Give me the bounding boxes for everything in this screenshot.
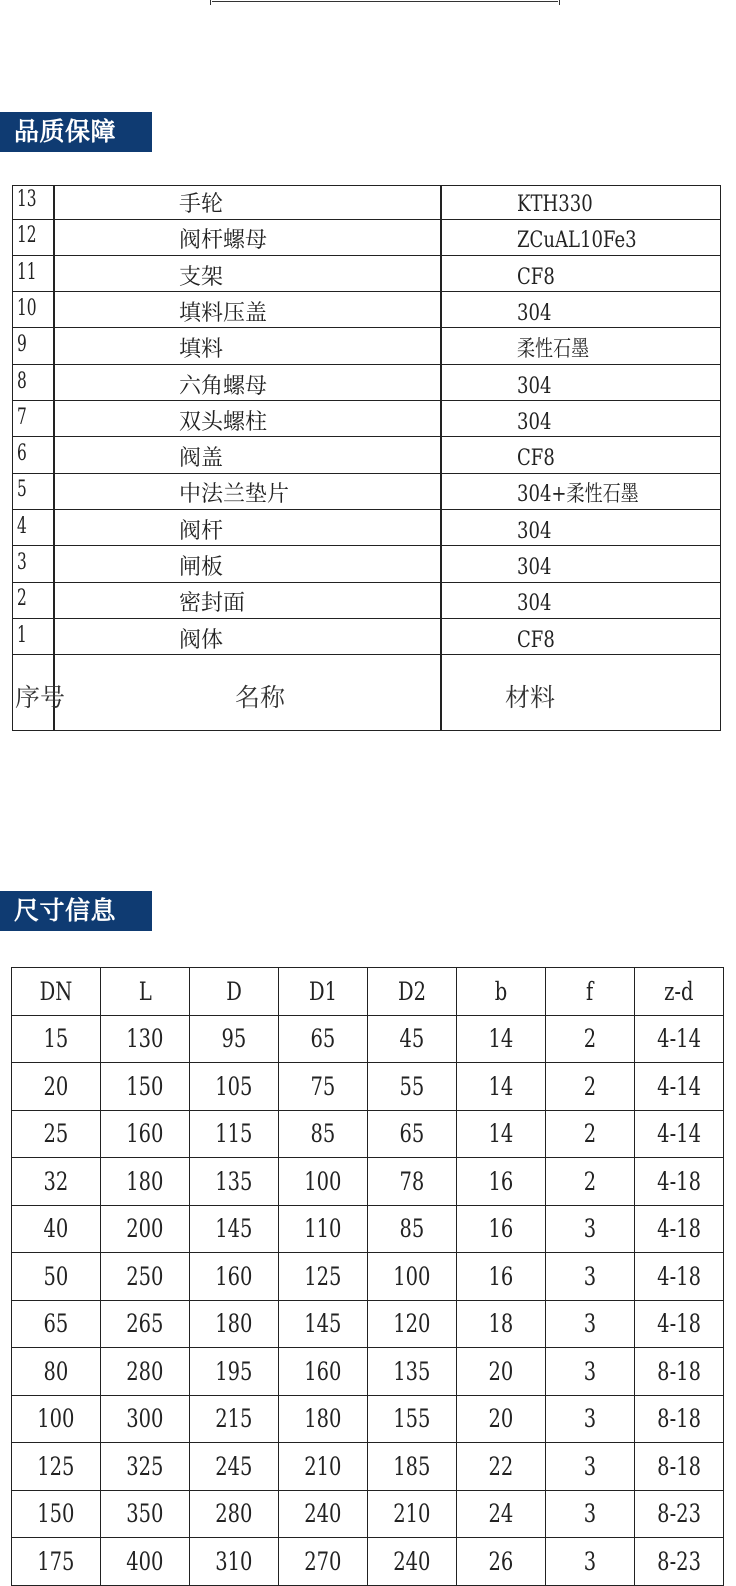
cell-value: 250 (126, 1261, 164, 1291)
table-cell (635, 1158, 724, 1206)
table-cell (12, 1443, 101, 1491)
table-cell (457, 1348, 546, 1396)
cell-value: 65 (399, 1119, 425, 1149)
header-label: D2 (397, 976, 427, 1006)
table-cell (546, 1348, 635, 1396)
part-name: 支架 (179, 264, 224, 290)
table-row (13, 295, 720, 329)
table-cell (457, 1395, 546, 1443)
table-cell (368, 1490, 457, 1538)
cell-value: 8-23 (657, 1546, 701, 1576)
table-row (13, 476, 720, 510)
table-cell (457, 1490, 546, 1538)
materials-table (12, 185, 721, 731)
table-cell (101, 1300, 190, 1348)
part-material: 304+柔性石墨 (517, 482, 639, 508)
table-row (12, 1253, 724, 1301)
table-cell (12, 1015, 101, 1063)
table-cell (279, 1538, 368, 1586)
header-label: L (138, 976, 152, 1006)
cell-value: 24 (488, 1499, 514, 1529)
table-cell (368, 1253, 457, 1301)
size-section-title: 尺寸信息 (0, 891, 152, 931)
cell-value: 240 (304, 1499, 342, 1529)
table-row (13, 331, 720, 365)
cell-value: 8-18 (657, 1451, 701, 1481)
table-row (12, 1538, 724, 1586)
table-cell (12, 1063, 101, 1111)
header-label: D (226, 976, 242, 1006)
cell-value: 160 (215, 1261, 253, 1291)
table-cell (368, 1110, 457, 1158)
table-cell (368, 1348, 457, 1396)
table-cell (101, 1490, 190, 1538)
quality-section-title: 品质保障 (0, 112, 152, 152)
table-cell (190, 1300, 279, 1348)
table-cell (635, 1538, 724, 1586)
table-cell (101, 1348, 190, 1396)
row-number: 1 (17, 622, 27, 648)
table-cell (635, 1015, 724, 1063)
table-cell (457, 1300, 546, 1348)
cell-value: 4-14 (657, 1024, 701, 1054)
table-row (13, 622, 720, 656)
cell-value: 95 (221, 1024, 247, 1054)
part-name: 六角螺母 (179, 373, 268, 399)
cell-value: 3 (583, 1404, 597, 1434)
cell-value: 135 (215, 1166, 253, 1196)
top-dimension-line (210, 0, 560, 4)
materials-table-header (13, 658, 720, 730)
cell-value: 125 (37, 1451, 75, 1481)
cell-value: 175 (37, 1546, 75, 1576)
table-cell (635, 1348, 724, 1396)
table-cell (190, 1063, 279, 1111)
cell-value: 150 (37, 1499, 75, 1529)
cell-value: 105 (215, 1071, 253, 1101)
table-cell (546, 1158, 635, 1206)
part-material: 304 (517, 518, 552, 544)
cell-value: 145 (215, 1214, 253, 1244)
cell-value: 300 (126, 1404, 164, 1434)
row-number: 5 (17, 477, 27, 503)
cell-value: 210 (304, 1451, 342, 1481)
header-no: 序号 (15, 683, 66, 712)
table-row (12, 1300, 724, 1348)
table-cell (190, 1158, 279, 1206)
column-header (635, 968, 724, 1016)
cell-value: 325 (126, 1451, 164, 1481)
cell-value: 3 (583, 1309, 597, 1339)
part-material: 304 (517, 300, 552, 326)
part-name: 手轮 (179, 192, 224, 217)
cell-value: 18 (488, 1309, 514, 1339)
column-header (368, 968, 457, 1016)
table-cell (12, 1490, 101, 1538)
row-number: 9 (17, 332, 27, 358)
table-cell (368, 1205, 457, 1253)
table-row (12, 1443, 724, 1491)
table-row (12, 1348, 724, 1396)
table-cell (12, 1158, 101, 1206)
table-cell (546, 1443, 635, 1491)
cell-value: 20 (488, 1404, 514, 1434)
cell-value: 32 (43, 1166, 69, 1196)
cell-value: 20 (488, 1356, 514, 1386)
part-material: 304 (517, 409, 552, 435)
column-header (279, 968, 368, 1016)
table-cell (457, 1538, 546, 1586)
cell-value: 160 (304, 1356, 342, 1386)
table-row (13, 368, 720, 402)
cell-value: 8-18 (657, 1356, 701, 1386)
cell-value: 40 (43, 1214, 69, 1244)
cell-value: 4-14 (657, 1119, 701, 1149)
cell-value: 80 (43, 1356, 69, 1386)
table-cell (190, 1443, 279, 1491)
table-row (13, 186, 720, 220)
table-cell (101, 1395, 190, 1443)
cell-value: 125 (304, 1261, 342, 1291)
table-cell (101, 1110, 190, 1158)
table-cell (546, 1395, 635, 1443)
cell-value: 78 (399, 1166, 425, 1196)
table-row (12, 1110, 724, 1158)
cell-value: 100 (393, 1261, 431, 1291)
table-cell (457, 1443, 546, 1491)
table-row (13, 259, 720, 293)
cell-value: 180 (304, 1404, 342, 1434)
dimensions-header-row (12, 968, 724, 1016)
table-cell (190, 1253, 279, 1301)
table-row (12, 1063, 724, 1111)
table-cell (546, 1490, 635, 1538)
part-material: 柔性石墨 (517, 337, 590, 363)
part-name: 阀杆 (179, 518, 224, 544)
cell-value: 100 (37, 1404, 75, 1434)
cell-value: 245 (215, 1451, 253, 1481)
cell-value: 110 (304, 1214, 342, 1244)
cell-value: 3 (583, 1261, 597, 1291)
cell-value: 185 (393, 1451, 431, 1481)
table-cell (368, 1538, 457, 1586)
part-material: 304 (517, 373, 552, 399)
cell-value: 8-23 (657, 1499, 701, 1529)
row-number: 12 (17, 223, 37, 249)
cell-value: 130 (126, 1024, 164, 1054)
column-header (190, 968, 279, 1016)
cell-value: 265 (126, 1309, 164, 1339)
cell-value: 85 (399, 1214, 425, 1244)
cell-value: 240 (393, 1546, 431, 1576)
table-cell (279, 1253, 368, 1301)
table-row (12, 1158, 724, 1206)
part-material: CF8 (517, 264, 555, 290)
cell-value: 3 (583, 1499, 597, 1529)
cell-value: 26 (488, 1546, 514, 1576)
cell-value: 65 (43, 1309, 69, 1339)
table-cell (12, 1395, 101, 1443)
cell-value: 150 (126, 1071, 164, 1101)
cell-value: 215 (215, 1404, 253, 1434)
table-row (13, 513, 720, 547)
table-cell (457, 1015, 546, 1063)
part-material: KTH330 (517, 192, 593, 217)
table-cell (546, 1015, 635, 1063)
row-number: 8 (17, 368, 27, 394)
column-header (546, 968, 635, 1016)
table-row (12, 1490, 724, 1538)
table-cell (279, 1300, 368, 1348)
cell-value: 14 (488, 1071, 514, 1101)
cell-value: 50 (43, 1261, 69, 1291)
table-cell (101, 1253, 190, 1301)
table-cell (190, 1015, 279, 1063)
cell-value: 22 (488, 1451, 514, 1481)
cell-value: 4-18 (657, 1214, 701, 1244)
table-cell (457, 1110, 546, 1158)
cell-value: 14 (488, 1119, 514, 1149)
cell-value: 3 (583, 1546, 597, 1576)
cell-value: 280 (215, 1499, 253, 1529)
cell-value: 4-18 (657, 1309, 701, 1339)
table-row (13, 404, 720, 438)
cell-value: 195 (215, 1356, 253, 1386)
header-name: 名称 (235, 683, 286, 712)
table-cell (190, 1205, 279, 1253)
table-cell (635, 1110, 724, 1158)
table-cell (457, 1205, 546, 1253)
table-row (12, 1015, 724, 1063)
cell-value: 310 (215, 1546, 253, 1576)
table-cell (190, 1110, 279, 1158)
table-cell (279, 1348, 368, 1396)
table-cell (368, 1015, 457, 1063)
table-cell (190, 1490, 279, 1538)
cell-value: 270 (304, 1546, 342, 1576)
part-name: 双头螺柱 (179, 409, 268, 435)
row-number: 11 (17, 259, 37, 285)
cell-value: 100 (304, 1166, 342, 1196)
table-row (13, 549, 720, 583)
part-material: ZCuAL10Fe3 (517, 228, 637, 254)
table-cell (546, 1300, 635, 1348)
row-number: 4 (17, 513, 27, 539)
table-cell (279, 1205, 368, 1253)
part-material: CF8 (517, 446, 555, 472)
header-label: z-d (664, 976, 694, 1006)
cell-value: 3 (583, 1451, 597, 1481)
table-cell (12, 1300, 101, 1348)
table-cell (635, 1063, 724, 1111)
table-cell (368, 1158, 457, 1206)
table-cell (457, 1063, 546, 1111)
cell-value: 15 (43, 1024, 69, 1054)
cell-value: 45 (399, 1024, 425, 1054)
table-cell (635, 1253, 724, 1301)
cell-value: 16 (488, 1214, 514, 1244)
header-label: D1 (308, 976, 338, 1006)
table-cell (279, 1395, 368, 1443)
table-cell (101, 1538, 190, 1586)
cell-value: 75 (310, 1071, 336, 1101)
part-name: 阀杆螺母 (179, 228, 268, 254)
cell-value: 4-18 (657, 1166, 701, 1196)
table-cell (546, 1253, 635, 1301)
header-material: 材料 (505, 683, 556, 712)
part-name: 闸板 (179, 555, 224, 580)
cell-value: 2 (583, 1166, 597, 1196)
cell-value: 4-18 (657, 1261, 701, 1291)
table-cell (635, 1395, 724, 1443)
table-row (13, 585, 720, 619)
table-cell (457, 1158, 546, 1206)
table-cell (279, 1490, 368, 1538)
cell-value: 55 (399, 1071, 425, 1101)
table-cell (12, 1110, 101, 1158)
table-cell (457, 1253, 546, 1301)
table-cell (368, 1395, 457, 1443)
cell-value: 120 (393, 1309, 431, 1339)
cell-value: 135 (393, 1356, 431, 1386)
part-material: 304 (517, 555, 552, 580)
table-cell (101, 1158, 190, 1206)
column-header (101, 968, 190, 1016)
table-cell (546, 1538, 635, 1586)
cell-value: 16 (488, 1166, 514, 1196)
table-cell (101, 1205, 190, 1253)
dimensions-table (11, 967, 724, 1586)
cell-value: 400 (126, 1546, 164, 1576)
table-cell (546, 1110, 635, 1158)
cell-value: 65 (310, 1024, 336, 1054)
row-number: 2 (17, 586, 27, 612)
cell-value: 160 (126, 1119, 164, 1149)
cell-value: 4-14 (657, 1071, 701, 1101)
header-label: DN (39, 976, 73, 1006)
cell-value: 155 (393, 1404, 431, 1434)
cell-value: 350 (126, 1499, 164, 1529)
cell-value: 25 (43, 1119, 69, 1149)
header-label: f (586, 976, 594, 1006)
table-cell (635, 1205, 724, 1253)
part-name: 填料 (179, 337, 224, 363)
part-name: 阀盖 (179, 446, 224, 472)
column-header (457, 968, 546, 1016)
part-material: CF8 (517, 627, 555, 653)
table-cell (368, 1443, 457, 1491)
row-number: 6 (17, 441, 27, 467)
table-cell (12, 1205, 101, 1253)
cell-value: 280 (126, 1356, 164, 1386)
cell-value: 210 (393, 1499, 431, 1529)
row-number: 7 (17, 404, 27, 430)
cell-value: 3 (583, 1214, 597, 1244)
table-row (12, 1205, 724, 1253)
part-name: 中法兰垫片 (179, 482, 290, 508)
table-cell (546, 1063, 635, 1111)
table-cell (279, 1110, 368, 1158)
cell-value: 8-18 (657, 1404, 701, 1434)
table-cell (635, 1300, 724, 1348)
part-material: 304 (517, 591, 552, 617)
table-cell (190, 1348, 279, 1396)
column-header (12, 968, 101, 1016)
table-cell (101, 1015, 190, 1063)
table-cell (368, 1300, 457, 1348)
part-name: 密封面 (179, 591, 246, 617)
cell-value: 85 (310, 1119, 336, 1149)
table-cell (12, 1348, 101, 1396)
cell-value: 145 (304, 1309, 342, 1339)
part-name: 填料压盖 (179, 300, 268, 326)
cell-value: 16 (488, 1261, 514, 1291)
cell-value: 2 (583, 1071, 597, 1101)
table-row (13, 440, 720, 474)
cell-value: 115 (215, 1119, 253, 1149)
cell-value: 200 (126, 1214, 164, 1244)
cell-value: 2 (583, 1024, 597, 1054)
cell-value: 20 (43, 1071, 69, 1101)
table-cell (368, 1063, 457, 1111)
table-cell (279, 1015, 368, 1063)
header-label: b (494, 976, 508, 1006)
table-cell (279, 1063, 368, 1111)
cell-value: 14 (488, 1024, 514, 1054)
row-number: 10 (17, 295, 37, 321)
table-cell (279, 1443, 368, 1491)
row-number: 3 (17, 550, 27, 575)
table-cell (101, 1063, 190, 1111)
row-number: 13 (17, 187, 37, 212)
table-cell (279, 1158, 368, 1206)
table-cell (190, 1395, 279, 1443)
table-cell (12, 1538, 101, 1586)
cell-value: 2 (583, 1119, 597, 1149)
table-cell (101, 1443, 190, 1491)
table-cell (635, 1490, 724, 1538)
table-cell (546, 1205, 635, 1253)
table-row (12, 1395, 724, 1443)
table-cell (635, 1443, 724, 1491)
table-row (13, 222, 720, 256)
table-cell (190, 1538, 279, 1586)
cell-value: 3 (583, 1356, 597, 1386)
part-name: 阀体 (179, 627, 224, 653)
cell-value: 180 (215, 1309, 253, 1339)
cell-value: 180 (126, 1166, 164, 1196)
table-cell (12, 1253, 101, 1301)
